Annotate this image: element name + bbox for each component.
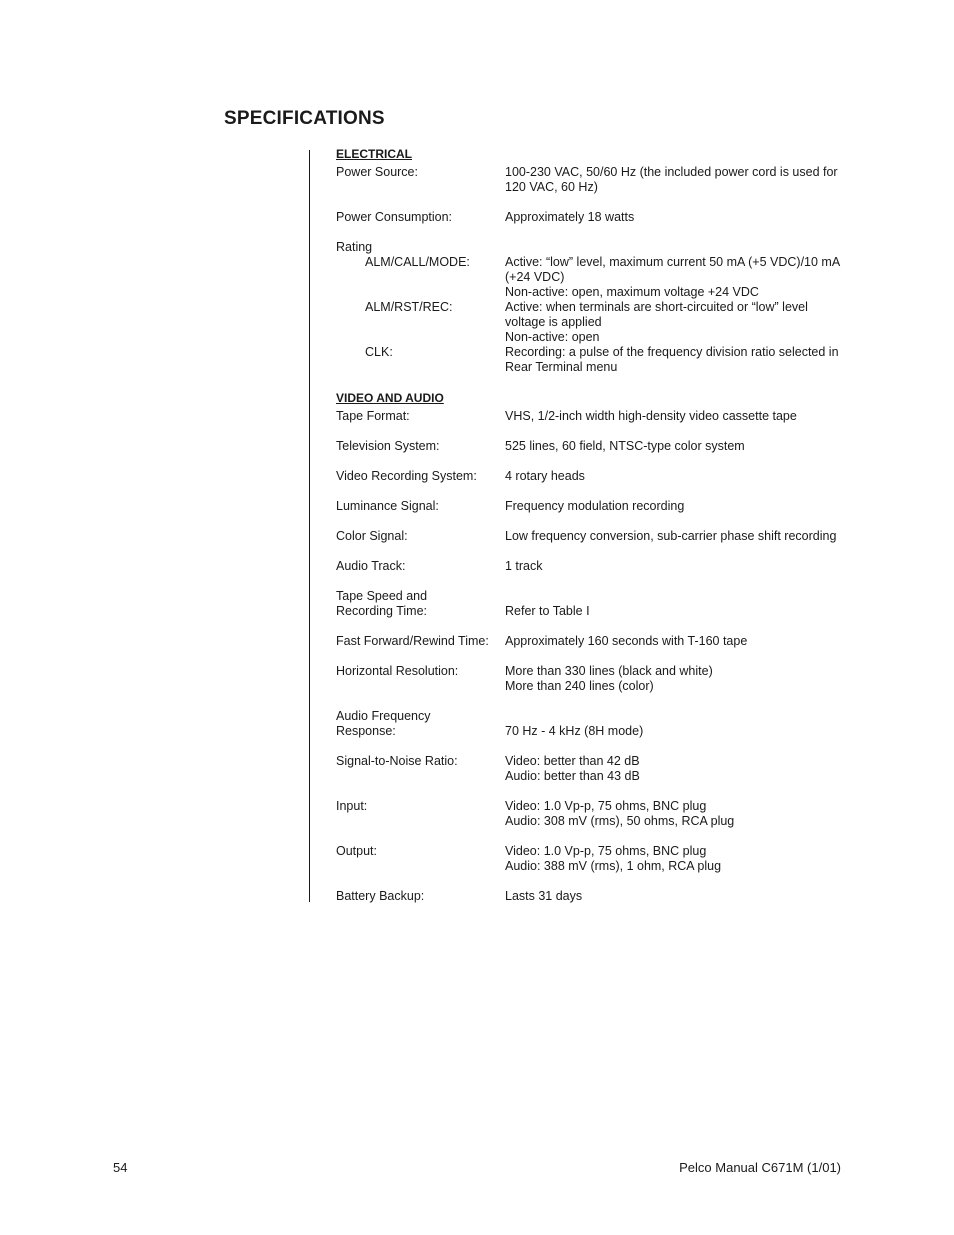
spec-value: Active: when terminals are short-circuited or “low” level voltage is applied Non-active: open [505,300,808,344]
spec-row-rating [336,240,846,255]
page-title: SPECIFICATIONS [224,108,385,129]
spec-label: Signal-to-Noise Ratio: [336,754,458,768]
spec-label: ALM/CALL/MODE: [365,255,470,269]
spec-value: 100-230 VAC, 50/60 Hz (the included power cord is used for 120 VAC, 60 Hz) [505,165,838,194]
spec-label: Horizontal Resolution: [336,664,459,678]
spec-value: 1 track [505,559,543,573]
spec-label: Luminance Signal: [336,499,439,513]
spec-row-horizontal-resolution [336,664,846,694]
spec-label: ALM/RST/REC: [365,300,453,314]
margin-rule [309,150,310,902]
spec-value: Video: better than 42 dB Audio: better than 43 dB [505,754,640,783]
spec-content [336,146,846,904]
spec-row-audio-track [336,559,846,574]
page-number: 54 [113,1160,128,1175]
spec-row-fast-forward [336,634,846,649]
spec-row-clk [336,345,846,375]
spec-label: Output: [336,844,377,858]
spec-row-audio-frequency-2 [336,724,846,739]
spec-label: Battery Backup: [336,889,425,903]
spec-label: Recording Time: [336,604,428,618]
spec-value: 70 Hz - 4 kHz (8H mode) [505,724,644,738]
spec-value: Refer to Table I [505,604,590,618]
spec-row-alm-call-mode [336,255,846,300]
spec-value: Frequency modulation recording [505,499,685,513]
section-heading-electrical: ELECTRICAL [336,147,412,161]
spec-row-video-recording-system [336,469,846,484]
spec-row-input [336,799,846,829]
spec-label: Video Recording System: [336,469,477,483]
spec-value: More than 330 lines (black and white) More than 240 lines (color) [505,664,713,693]
spec-label: Audio Frequency [336,709,431,723]
spec-value: 4 rotary heads [505,469,585,483]
spec-label: Color Signal: [336,529,408,543]
spec-value: Approximately 160 seconds with T-160 tape [505,634,748,648]
spec-row-alm-rst-rec [336,300,846,345]
spec-label: Response: [336,724,396,738]
spec-row-tape-format [336,409,846,424]
spec-row-tape-speed [336,589,846,604]
spec-value: Approximately 18 watts [505,210,635,224]
spec-label: Television System: [336,439,440,453]
spec-label: Power Consumption: [336,210,453,224]
spec-row-power-source [336,165,846,195]
section-heading-video-audio: VIDEO AND AUDIO [336,391,444,405]
spec-row-power-consumption [336,210,846,225]
spec-row-television-system [336,439,846,454]
spec-value: Video: 1.0 Vp-p, 75 ohms, BNC plug Audio: 388 mV (rms), 1 ohm, RCA plug [505,844,722,873]
spec-value: VHS, 1/2-inch width high-density video cassette tape [505,409,797,423]
spec-label: Fast Forward/Rewind Time: [336,634,489,648]
spec-value: Low frequency conversion, sub-carrier phase shift recording [505,529,837,543]
spec-value: Lasts 31 days [505,889,583,903]
spec-value: Recording: a pulse of the frequency division ratio selected in Rear Terminal menu [505,345,839,374]
spec-row-audio-frequency [336,709,846,724]
spec-row-luminance-signal [336,499,846,514]
spec-label: CLK: [365,345,393,359]
manual-reference: Pelco Manual C671M (1/01) [679,1160,841,1175]
spec-row-output [336,844,846,874]
spec-label: Rating [336,240,373,254]
spec-label: Tape Speed and [336,589,428,603]
spec-label: Audio Track: [336,559,406,573]
spec-row-color-signal [336,529,846,544]
spec-row-battery-backup [336,889,846,904]
spec-value: Active: “low” level, maximum current 50 mA (+5 VDC)/10 mA (+24 VDC) Non-active: open, maximum voltage +24 VDC [505,255,841,299]
spec-value: Video: 1.0 Vp-p, 75 ohms, BNC plug Audio: 308 mV (rms), 50 ohms, RCA plug [505,799,735,828]
spec-label: Input: [336,799,368,813]
spec-row-snr [336,754,846,784]
spec-value: 525 lines, 60 field, NTSC-type color system [505,439,745,453]
spec-row-tape-speed-2 [336,604,846,619]
spec-label: Tape Format: [336,409,410,423]
spec-label: Power Source: [336,165,418,179]
